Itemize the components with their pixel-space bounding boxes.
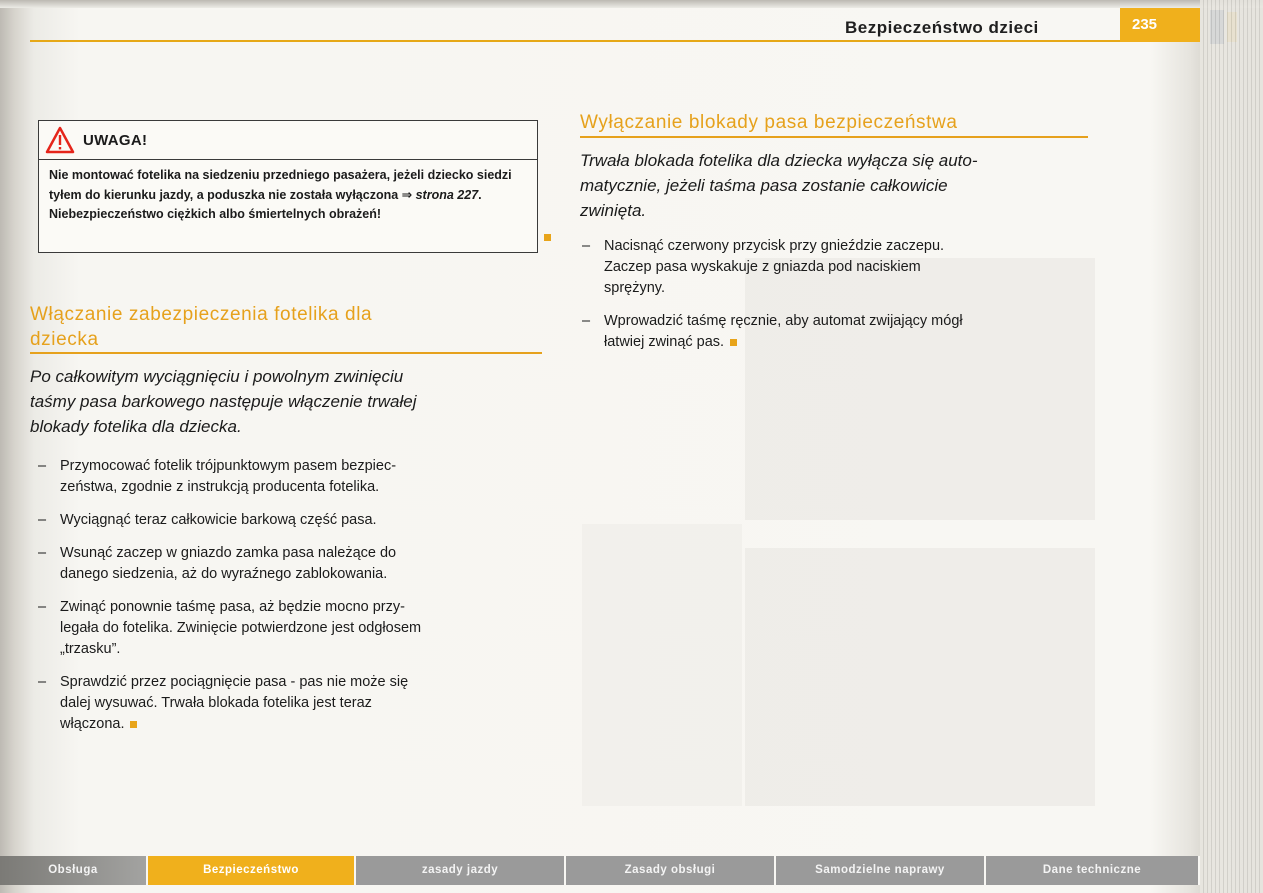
right-lead-line3: zwinięta. (580, 201, 647, 220)
left-lead-line3: blokady fotelika dla dziecka. (30, 417, 242, 436)
list-item: – Przymocować fotelik trójpunktowym pasem bezpiec- zeństwa, zgodnie z instrukcją producenta fotelika. (38, 456, 548, 498)
header-rule (30, 40, 1120, 42)
list-item-line: legała do fotelika. Zwinięcie potwierdzone jest odgłosem (60, 620, 422, 636)
list-item-line: Sprawdzić przez pociągnięcie pasa - pas nie może się (60, 674, 409, 690)
warning-header (39, 121, 537, 160)
warning-box (38, 120, 538, 253)
footer-tab-zasady-jazdy[interactable]: zasady jazdy (356, 856, 566, 885)
left-lead-text (30, 364, 540, 439)
warning-text-start: Nie montować fotelika na siedzeniu przedniego pasażera, jeżeli dziecko siedzi tyłem do kierunku jazdy, a poduszka nie została wyłączona ⇒ (49, 168, 512, 202)
left-section-title-line2: dziecka (30, 329, 99, 350)
warning-title: UWAGA! (83, 131, 148, 149)
page-top-edge (0, 0, 1263, 8)
end-marker (730, 339, 737, 346)
list-item-line: Przymocować fotelik trójpunktowym pasem bezpiec- (60, 458, 397, 474)
footer-tab-dane-techniczne[interactable]: Dane techniczne (986, 856, 1200, 885)
list-item: – Zwinąć ponownie taśmę pasa, aż będzie mocno przy- legała do fotelika. Zwinięcie potwierdzone jest odgłosem „trzasku”. (38, 597, 548, 660)
book-page-edges (1200, 0, 1263, 893)
list-item: – Wprowadzić taśmę ręcznie, aby automat zwijający mógł łatwiej zwinąć pas. (582, 311, 1102, 353)
list-item-line: Nacisnąć czerwony przycisk przy gnieździe zaczepu. (604, 238, 945, 254)
footer-tab-bezpieczenstwo[interactable]: Bezpieczeństwo (148, 856, 356, 885)
list-item: – Nacisnąć czerwony przycisk przy gnieździe zaczepu. Zaczep pasa wyskakuje z gniazda pod naciskiem sprężyny. (582, 236, 1102, 299)
end-marker-warning (544, 234, 551, 241)
list-item-line: zeństwa, zgodnie z instrukcją producenta fotelika. (60, 479, 380, 495)
left-section-title (30, 302, 372, 352)
list-item-line: danego siedzenia, aż do wyraźnego zablokowania. (60, 566, 388, 582)
left-lead-line2: taśmy pasa barkowego następuje włączenie trwałej (30, 392, 417, 411)
list-item-line: Zwinąć ponownie taśmę pasa, aż będzie mocno przy- (60, 599, 405, 615)
footer-tab-zasady-obslugi[interactable]: Zasady obsługi (566, 856, 776, 885)
left-steps-list (38, 456, 548, 747)
left-section-rule (30, 352, 542, 354)
list-item-line: łatwiej zwinąć pas. (604, 332, 1102, 353)
warning-text-end: . Niebezpieczeństwo ciężkich albo śmiertelnych obrażeń! (49, 187, 482, 221)
right-lead-line1: Trwała blokada fotelika dla dziecka wyłącza się auto- (580, 151, 978, 170)
list-item: – Wsunąć zaczep w gniazdo zamka pasa należące do danego siedzenia, aż do wyraźnego zablokowania. (38, 543, 548, 585)
right-lead-text (580, 148, 1100, 223)
show-through-photo-small (582, 524, 742, 806)
left-section-title-line1: Włączanie zabezpieczenia fotelika dla (30, 304, 373, 325)
page-number-tab: 235 (1120, 8, 1200, 42)
list-item-line: sprężyny. (604, 280, 665, 296)
list-item: – Sprawdzić przez pociągnięcie pasa - pas nie może się dalej wysuwać. Trwała blokada fotelika jest teraz włączona. (38, 672, 548, 735)
list-item-line: włączona. (60, 714, 548, 735)
footer-tab-obsluga[interactable]: Obsługa (0, 856, 148, 885)
footer-tab-samodzielne-naprawy[interactable]: Samodzielne naprawy (776, 856, 986, 885)
list-item-line: Zaczep pasa wyskakuje z gniazda pod naciskiem (604, 259, 921, 275)
show-through-photo-bottom (745, 548, 1095, 806)
right-lead-line2: matycznie, jeżeli taśma pasa zostanie całkowicie (580, 176, 948, 195)
list-item-line: „trzasku”. (60, 641, 121, 657)
right-section-rule (580, 136, 1088, 138)
right-steps-list (582, 236, 1102, 365)
left-lead-line1: Po całkowitym wyciągnięciu i powolnym zwinięciu (30, 367, 404, 386)
warning-text (39, 160, 537, 225)
warning-triangle-icon (45, 126, 75, 154)
list-item: – Wyciągnąć teraz całkowicie barkową część pasa. (38, 510, 548, 531)
list-item-line: Wprowadzić taśmę ręcznie, aby automat zwijający mógł (604, 313, 963, 329)
list-item-line: Wsunąć zaczep w gniazdo zamka pasa należące do (60, 545, 397, 561)
running-header-title: Bezpieczeństwo dzieci (845, 18, 1039, 37)
list-item-line: dalej wysuwać. Trwała blokada fotelika jest teraz (60, 695, 372, 711)
warning-page-reference[interactable]: strona 227 (415, 187, 479, 202)
right-section-title: Wyłączanie blokady pasa bezpieczeństwa (580, 112, 958, 133)
list-item-line: Wyciągnąć teraz całkowicie barkową część pasa. (60, 512, 377, 528)
end-marker (130, 721, 137, 728)
footer-chapter-nav (0, 856, 1200, 885)
